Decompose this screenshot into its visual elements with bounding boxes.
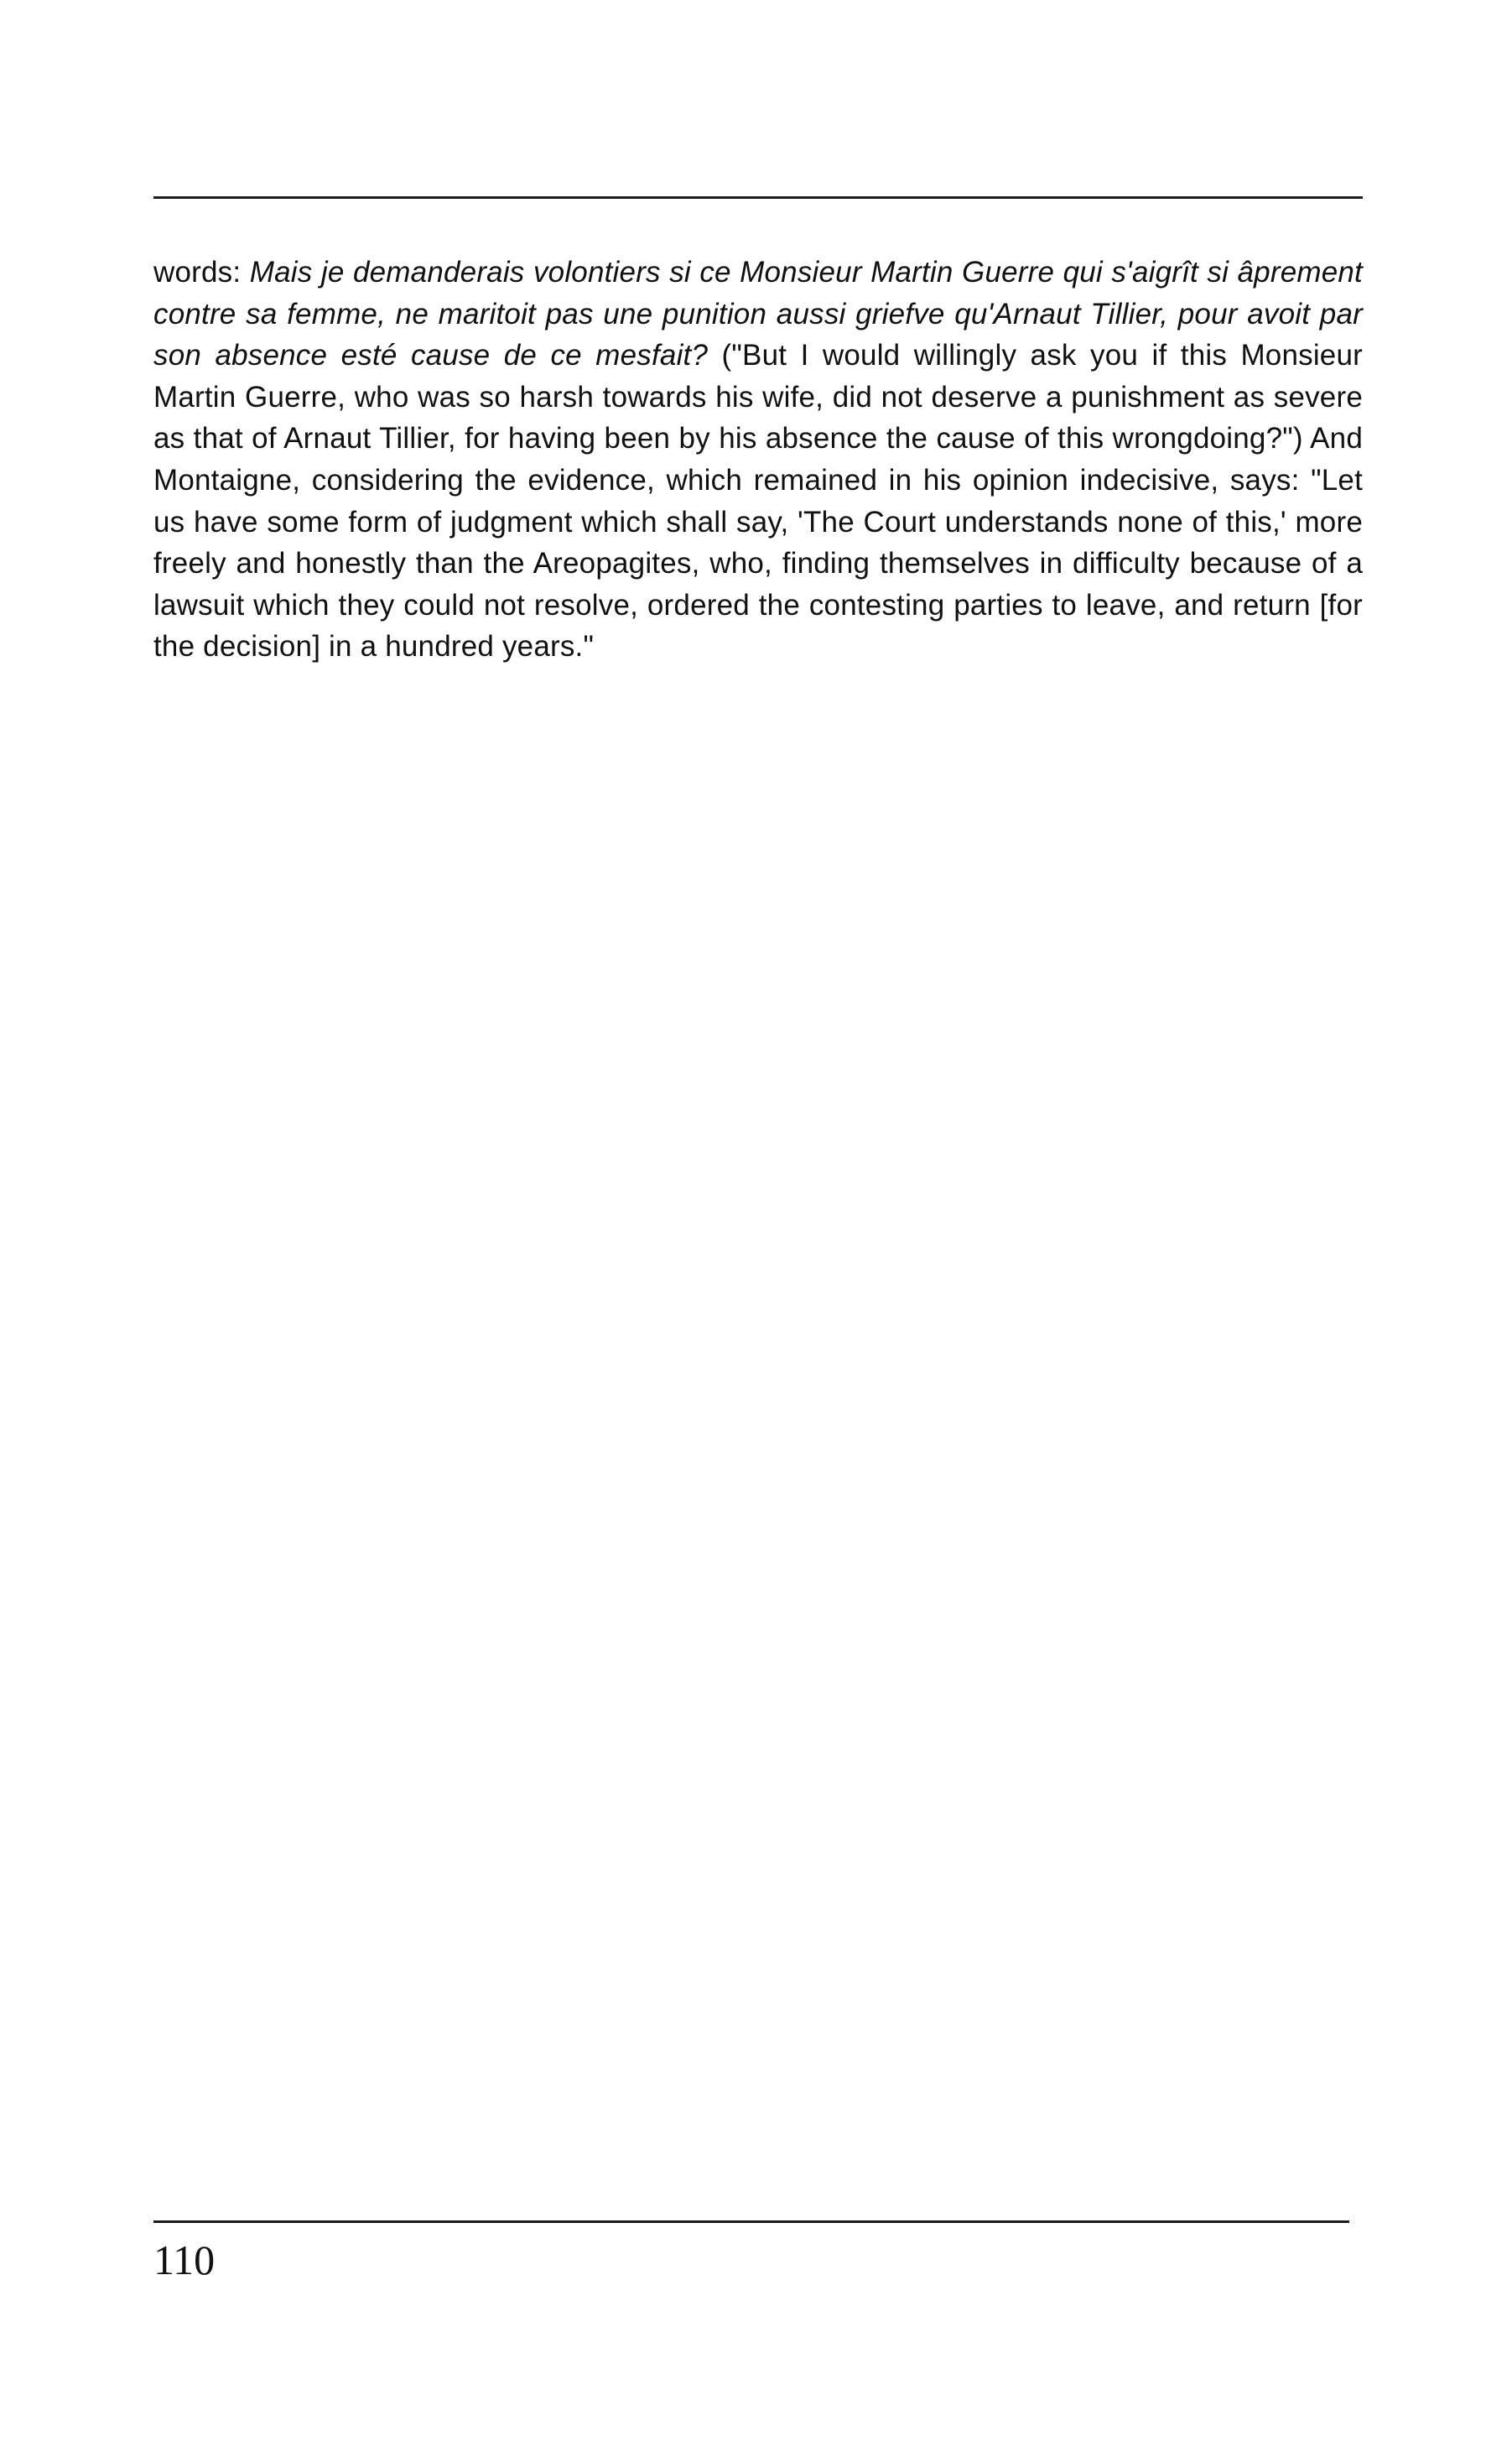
french-quotation: Mais je demanderais volontiers si ce Monsieur Martin Guerre qui s'aigrît si âprement contre sa femme, ne maritoit pas une punition aussi griefve qu'Arnaut Tillier, pour avoit par son absence esté cause de ce mesfait? xyxy=(153,256,1363,372)
page-number: 110 xyxy=(153,2236,216,2283)
footer-rule xyxy=(153,2220,1349,2223)
header-rule xyxy=(153,196,1363,199)
paragraph-body: ("But I would willingly ask you if this Monsieur Martin Guerre, who was so harsh towards his wife, did not deserve a punishment as severe as that of Arnaut Tillier, for having been by his absence the cause of this wrongdoing?") And Montaigne, considering the evidence, which remained in his opinion indecisive, says: "Let us have some form of judgment which shall say, 'The Court understands none of this,' more freely and honestly than the Areopagites, who, finding themselves in difficulty because of a lawsuit which they could not resolve, ordered the contesting parties to leave, and return [for the decision] in a hundred years." xyxy=(153,339,1363,664)
paragraph-lead: words: xyxy=(153,256,250,289)
body-paragraph xyxy=(153,252,1363,668)
